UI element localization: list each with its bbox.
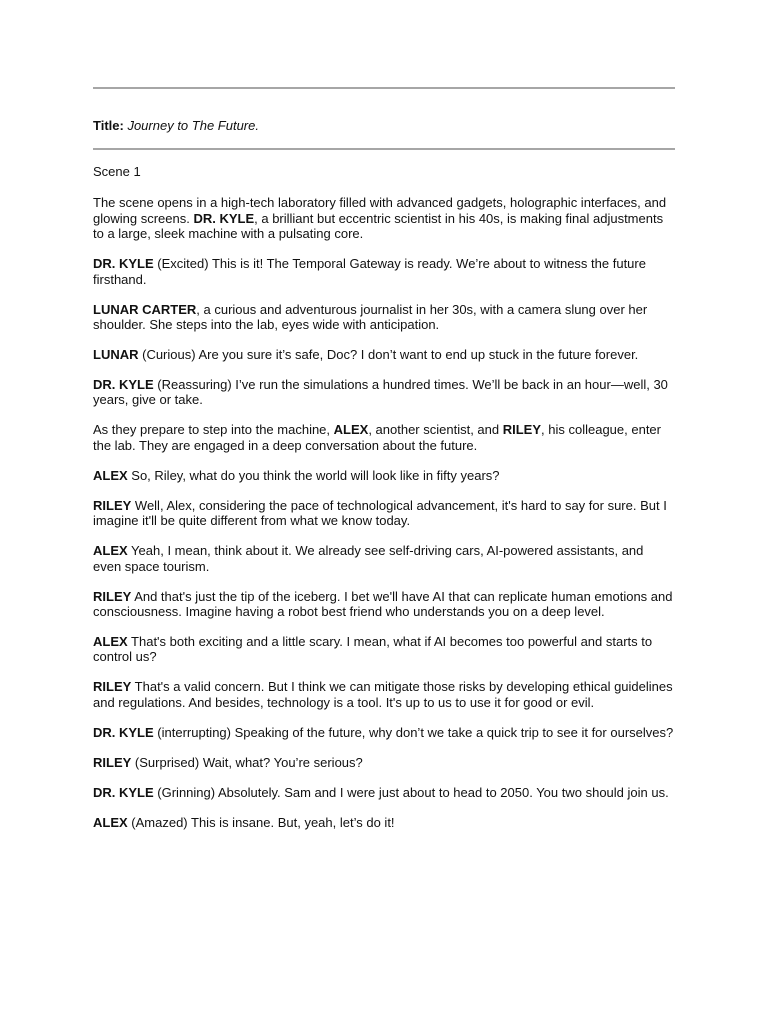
script-body — [93, 164, 675, 845]
character-name: DR. KYLE — [93, 784, 154, 800]
character-name: DR. KYLE — [93, 377, 154, 393]
paragraph-text: The scene opens in a high-tech laboratory filled with advanced gadgets, holographic interfaces, and glowing screens. — [93, 195, 667, 226]
paragraph-text: (Grinning) Absolutely. Sam and I were just about to head to 2050. You two should join us. — [153, 784, 669, 800]
character-name: RILEY — [93, 588, 132, 604]
paragraph-text: Yeah, I mean, think about it. We already see self-driving cars, AI-powered assistants, and even space tourism. — [93, 543, 644, 574]
character-name: ALEX — [93, 467, 128, 483]
script-paragraph — [93, 725, 675, 740]
paragraph-text: (Curious) Are you sure it’s safe, Doc? I don’t want to end up stuck in the future forever. — [138, 347, 639, 363]
paragraph-text: As they prepare to step into the machine, — [93, 422, 334, 438]
character-name: ALEX — [93, 634, 128, 650]
script-paragraph — [93, 498, 675, 529]
character-name: RILEY — [93, 754, 132, 770]
script-paragraph — [93, 347, 675, 362]
paragraph-text: , a curious and adventurous journalist in her 30s, with a camera slung over her shoulder. She steps into the lab, eyes wide with anticipation. — [93, 301, 648, 333]
character-name: ALEX — [93, 543, 128, 559]
character-name: RILEY — [502, 422, 542, 438]
paragraph-text: , a brilliant but eccentric scientist in his 40s, is making final adjustments to a large, sleek machine with a pulsating core. — [93, 210, 664, 242]
paragraph-text: And that's just the tip of the iceberg. I bet we'll have AI that can replicate human emotions and consciousness. Imagine having a robot best friend who understands you on a deep level. — [93, 588, 673, 620]
top-divider — [93, 87, 675, 89]
paragraph-text: (Amazed) This is insane. But, yeah, let’s do it! — [127, 814, 395, 830]
character-name: RILEY — [93, 679, 132, 695]
paragraph-text: That's a valid concern. But I think we can mitigate those risks by developing ethical guidelines and regulations. And besides, technology is a tool. It's up to us to use it for good or evil. — [93, 679, 673, 710]
paragraph-text: (interrupting) Speaking of the future, why don’t we take a quick trip to see it for ourselves? — [153, 724, 674, 740]
paragraph-text: (Reassuring) I’ve run the simulations a hundred times. We’ll be back in an hour—well, 30 years, give or take. — [93, 377, 668, 408]
paragraph-text: That's both exciting and a little scary. I mean, what if AI becomes too powerful and starts to control us? — [93, 634, 653, 665]
script-paragraph — [93, 377, 675, 408]
character-name: DR. KYLE — [93, 724, 154, 740]
script-paragraph — [93, 634, 675, 665]
character-name: ALEX — [333, 422, 369, 438]
character-name: RILEY — [93, 497, 132, 513]
script-paragraph — [93, 679, 675, 710]
character-name: DR. KYLE — [93, 256, 154, 272]
script-paragraph — [93, 785, 675, 800]
script-paragraph — [93, 302, 675, 333]
paragraph-text: , another scientist, and — [368, 422, 503, 438]
paragraph-text: So, Riley, what do you think the world will look like in fifty years? — [127, 467, 500, 483]
character-name: LUNAR CARTER — [93, 301, 197, 317]
script-paragraph — [93, 422, 675, 453]
scene-heading: Scene 1 — [93, 164, 141, 179]
title-label: Title: — [93, 118, 124, 133]
script-paragraph — [93, 589, 675, 620]
character-name: ALEX — [93, 814, 128, 830]
script-paragraph — [93, 815, 675, 830]
title-value: Journey to The Future. — [127, 118, 259, 133]
paragraph-text: Well, Alex, considering the pace of technological advancement, it's hard to say for sure. But I imagine it'll be quite different from what we know today. — [93, 497, 667, 529]
script-paragraph — [93, 256, 675, 287]
paragraph-text: , his colleague, enter the lab. They are engaged in a deep conversation about the future. — [93, 422, 661, 453]
paragraph-text: (Surprised) Wait, what? You’re serious? — [131, 754, 363, 770]
script-paragraph — [93, 468, 675, 483]
title-divider — [93, 148, 675, 150]
character-name: DR. KYLE — [193, 210, 255, 226]
script-paragraph — [93, 755, 675, 770]
paragraph-text: (Excited) This is it! The Temporal Gateway is ready. We’re about to witness the future firsthand. — [93, 256, 646, 287]
script-paragraph — [93, 195, 675, 241]
script-paragraph — [93, 543, 675, 574]
character-name: LUNAR — [93, 347, 139, 363]
title-line — [93, 118, 259, 134]
